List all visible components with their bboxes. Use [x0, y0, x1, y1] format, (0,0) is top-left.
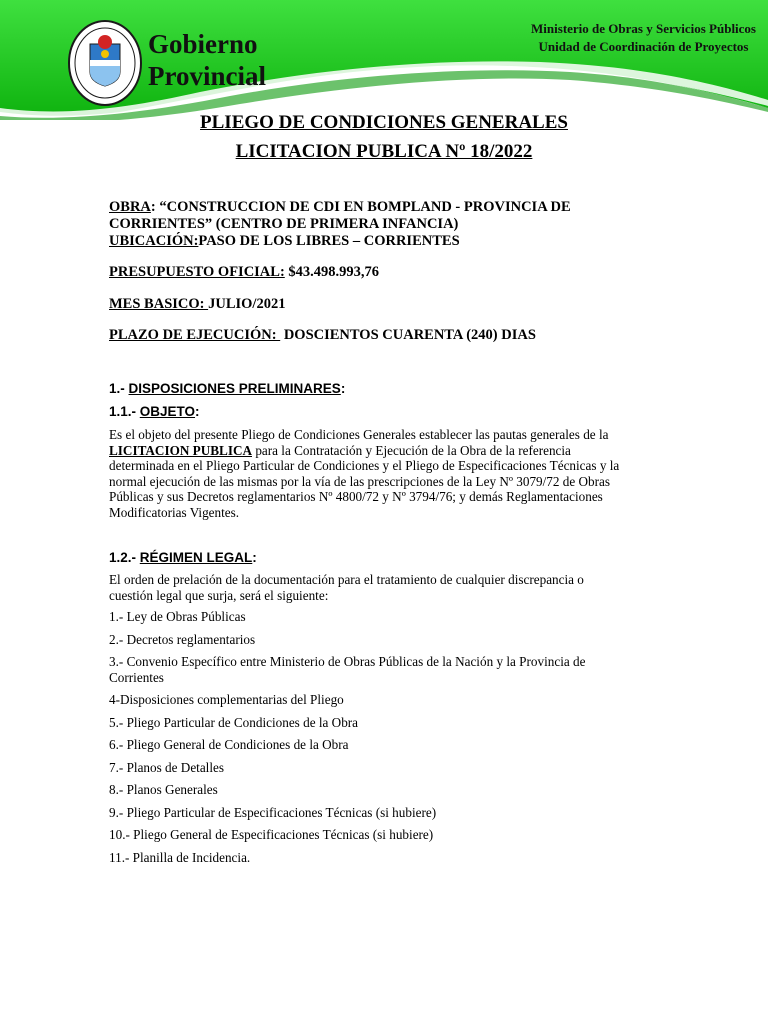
- title-line-2: LICITACION PUBLICA Nº 18/2022: [235, 141, 533, 162]
- section-1-1-heading: [109, 404, 658, 419]
- list-item: 7.- Planos de Detalles: [109, 759, 224, 775]
- objeto-line-3: determinada en el Pliego Particular de Condiciones y el Pliego de Especificaciones Técnicas y la: [109, 458, 620, 473]
- obra-label: OBRA: [109, 199, 151, 215]
- list-item: 8.- Planos Generales: [109, 782, 218, 797]
- plazo-line: [109, 327, 658, 344]
- objeto-paragraph: [109, 427, 658, 520]
- mes-basico-line: [109, 296, 658, 313]
- objeto-line-1: Es el objeto del presente Pliego de Condiciones Generales establecer las pautas generales de la: [109, 427, 609, 442]
- objeto-line-2-text: para la Contratación y Ejecución de la Obra de la referencia: [255, 442, 571, 458]
- section-1-title: DISPOSICIONES PRELIMINARES: [128, 381, 341, 396]
- objeto-line-4: normal ejecución de las mismas por la vía de las prescripciones de la Ley Nº 3079/72 de Obras: [109, 473, 611, 489]
- section-1-2-title: RÉGIMEN LEGAL: [139, 550, 253, 565]
- list-item: 2.- Decretos reglamentarios: [109, 631, 256, 647]
- list-item: 6.- Pliego General de Condiciones de la Obra: [109, 737, 349, 752]
- brand-line-2: Provincial: [148, 61, 266, 91]
- list-item: 10.- Pliego General de Especificaciones Técnicas (si hubiere): [109, 827, 434, 842]
- section-1-1-number: 1.1.-: [109, 404, 140, 419]
- ubicacion-value: PASO DE LOS LIBRES – CORRIENTES: [198, 233, 460, 249]
- presupuesto-line: [109, 264, 658, 281]
- regimen-intro-line-1: El orden de prelación de la documentación para el tratamiento de cualquier discrepancia o: [109, 572, 584, 587]
- ministry-name: Ministerio de Obras y Servicios Públicos: [531, 21, 756, 36]
- regimen-intro-line-2: cuestión legal que surja, será el siguiente:: [109, 587, 329, 603]
- plazo-label: PLAZO DE EJECUCIÓN:: [109, 327, 281, 343]
- title-line-1: PLIEGO DE CONDICIONES GENERALES: [200, 112, 568, 133]
- corrientes-seal-icon: [68, 20, 142, 106]
- section-1-number: 1.-: [109, 381, 129, 396]
- unit-name: Unidad de Coordinación de Proyectos: [538, 39, 749, 54]
- list-item: 4-Disposiciones complementarias del Pliego: [109, 692, 344, 707]
- precedence-list: [109, 609, 658, 865]
- mes-basico-value: JULIO/2021: [208, 296, 286, 312]
- section-1-1-colon: :: [195, 404, 200, 419]
- section-1-2-heading: [109, 550, 658, 565]
- section-1-2-number: 1.2.-: [109, 550, 140, 565]
- mes-basico-label: MES BASICO:: [109, 296, 209, 312]
- obra-line-1: OBRA: “CONSTRUCCION DE CDI EN BOMPLAND - PROVINCIA DE: [109, 199, 571, 215]
- obra-text-1: “CONSTRUCCION DE CDI EN BOMPLAND - PROVINCIA DE: [159, 199, 571, 215]
- ubicacion-label: UBICACIÓN:: [109, 233, 199, 249]
- list-item: 11.- Planilla de Incidencia.: [109, 849, 251, 865]
- regimen-intro: [109, 572, 658, 603]
- list-item: 1.- Ley de Obras Públicas: [109, 609, 246, 624]
- section-1-colon: :: [340, 381, 346, 396]
- presupuesto-label: PRESUPUESTO OFICIAL:: [109, 264, 285, 280]
- ubicacion-line: [109, 233, 658, 250]
- obra-line-2: CORRIENTES” (CENTRO DE PRIMERA INFANCIA): [109, 216, 459, 232]
- tender-number: [0, 141, 768, 163]
- list-item: 9.- Pliego Particular de Especificaciones Técnicas (si hubiere): [109, 804, 437, 820]
- provincial-seal: [68, 20, 142, 106]
- obra-block: [109, 199, 658, 250]
- presupuesto-value: $43.498.993,76: [288, 264, 380, 280]
- brand-line-1: Gobierno: [148, 29, 258, 59]
- brand-title: [148, 28, 266, 92]
- objeto-line-5: Públicas y sus Decretos reglamentarios Nº 4800/72 y Nº 3794/76; y demás Reglamentaciones: [109, 489, 603, 504]
- section-1-2-colon: :: [252, 550, 257, 565]
- objeto-line-2: [109, 443, 658, 459]
- ministry-header: [531, 20, 756, 56]
- objeto-line-6: Modificatorias Vigentes.: [109, 504, 240, 520]
- licitacion-publica-emphasis: LICITACION PUBLICA: [109, 442, 253, 458]
- document-title: [0, 112, 768, 134]
- plazo-value: DOSCIENTOS CUARENTA (240) DIAS: [283, 327, 536, 343]
- list-item: Corrientes: [109, 669, 164, 685]
- section-1-heading: [109, 381, 658, 396]
- list-item: 5.- Pliego Particular de Condiciones de la Obra: [109, 714, 359, 730]
- section-1-1-title: OBJETO: [139, 404, 196, 419]
- list-item: 3.- Convenio Específico entre Ministerio de Obras Públicas de la Nación y la Provincia de: [109, 654, 586, 669]
